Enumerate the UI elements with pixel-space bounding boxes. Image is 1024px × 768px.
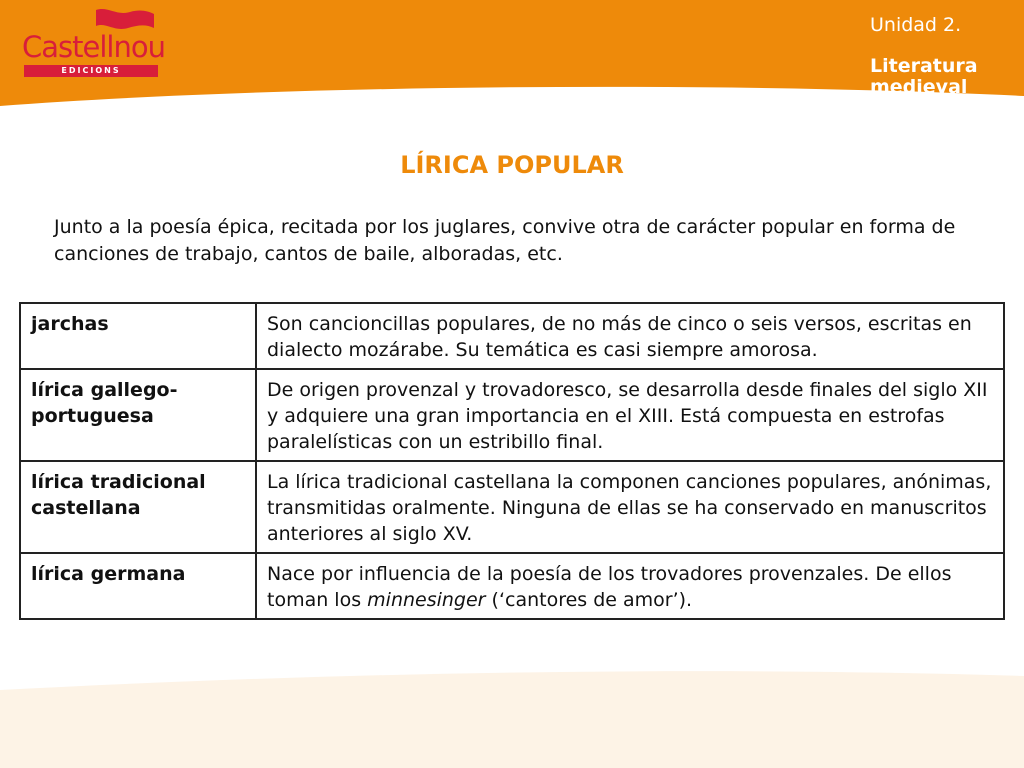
description-cell: Son cancioncillas populares, de no más de cinco o seis versos, escritas en dialecto mozárabe. Su temática es casi siempre amorosa. (256, 303, 1004, 369)
description-cell: De origen provenzal y trovadoresco, se desarrolla desde finales del siglo XII y adquiere una gran importancia en el XIII. Está compuesta en estrofas paralelísticas con un estribillo final. (256, 369, 1004, 461)
table-row (20, 369, 1004, 461)
description-text: (‘cantores de amor’). (485, 589, 693, 611)
intro-paragraph: Junto a la poesía épica, recitada por los juglares, convive otra de carácter popular en forma de canciones de trabajo, cantos de baile, alboradas, etc. (54, 216, 956, 265)
table-row (20, 303, 1004, 369)
description-cell (256, 553, 1004, 619)
page-title: LÍRICA POPULAR (400, 151, 624, 179)
italic-term: minnesinger (367, 589, 486, 611)
logo-subtitle: EDICIONS (24, 65, 158, 77)
term-cell: jarchas (20, 303, 256, 369)
table-row (20, 461, 1004, 553)
term-cell: lírica germana (20, 553, 256, 619)
logo-wordmark: Castellnou (22, 30, 165, 64)
description-text: Nace por influencia de la poesía de los trovadores provenzales. De ellos toman los (267, 563, 952, 611)
castellnou-logo (20, 8, 165, 80)
topic-label: Literatura medieval (870, 55, 978, 98)
description-cell: La lírica tradicional castellana la componen canciones populares, anónimas, transmitidas oralmente. Ninguna de ellas se ha conservado en manuscritos anteriores al siglo XV. (256, 461, 1004, 553)
lyric-table (19, 302, 1005, 620)
term-cell: lírica gallego-portuguesa (20, 369, 256, 461)
unit-label: Unidad 2. (870, 14, 962, 36)
term-cell: lírica tradicional castellana (20, 461, 256, 553)
table-row (20, 553, 1004, 619)
